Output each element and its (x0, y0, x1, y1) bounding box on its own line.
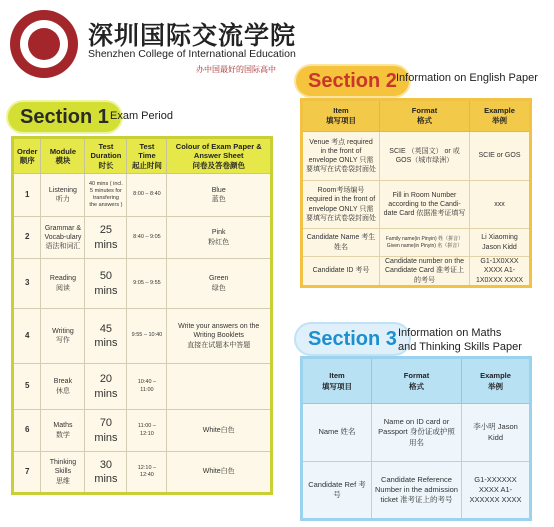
colour-cell: Write your answers on the Writing Booklets 直接在试题本中答题 (167, 309, 272, 364)
example-cell: xxx (470, 181, 531, 229)
duration-cell: 40 mins ( incl. 5 minutes for transfering the answers ) (85, 174, 127, 217)
header-module: Module 模块 (41, 138, 85, 174)
header-example: Example 举例 (462, 358, 531, 404)
item-cell: Venue 考点 required in the front of envelope ONLY 只需要填写在试卷袋封面处 (302, 132, 380, 181)
format-cell: Family name(in Pinyin) 姓（拼音） Given name(in Pinyin) 名（拼音） (380, 229, 470, 257)
table-header-row (302, 100, 531, 132)
header-example: Example 举例 (470, 100, 531, 132)
section1-desc: Exam Period (110, 110, 173, 122)
table-row (13, 364, 272, 410)
format-cell: Fill in Room Number according to the Candi-date Card 依据准考证填写 (380, 181, 470, 229)
item-cell: Room考场编号 required in the front of envelope ONLY 只需要填写在试卷袋封面处 (302, 181, 380, 229)
section3-tag: Section 3 (296, 324, 409, 354)
example-cell: SCIE or GOS (470, 132, 531, 181)
example-cell: G1-XXXXXX XXXX A1-XXXXXX XXXX (462, 462, 531, 520)
module-cell: Reading 阅读 (41, 259, 85, 309)
school-slogan: 办中国最好的国际高中 (196, 65, 276, 74)
exam-period-table (11, 136, 273, 495)
english-paper-table (300, 98, 532, 288)
table-row (302, 132, 531, 181)
duration-cell: 25 mins (85, 217, 127, 259)
section1-tag: Section 1 (8, 102, 121, 132)
logo-emblem (20, 20, 68, 68)
module-cell: Maths 数学 (41, 410, 85, 452)
header-format: Format 格式 (380, 100, 470, 132)
section2-desc: Information on English Paper (396, 72, 538, 84)
header-colour: Colour of Exam Paper & Answer Sheet 问卷及答卷颜色 (167, 138, 272, 174)
table-row (13, 217, 272, 259)
table-row (13, 309, 272, 364)
school-logo (10, 10, 78, 78)
time-cell: 9:05 – 9:55 (127, 259, 167, 309)
school-name-cn: 深圳国际交流学院 (88, 21, 297, 50)
header-time: Test Time 起止时间 (127, 138, 167, 174)
colour-cell (167, 364, 272, 410)
table-row (302, 229, 531, 257)
table-row (13, 174, 272, 217)
item-cell: Candidate Name 考生姓名 (302, 229, 380, 257)
section2-tag: Section 2 (296, 66, 409, 96)
example-cell: Li Xiaoming Jason Kidd (470, 229, 531, 257)
order-cell: 6 (13, 410, 41, 452)
globe-icon (28, 28, 60, 60)
module-cell: Listening 听力 (41, 174, 85, 217)
order-cell: 5 (13, 364, 41, 410)
header-item: Item 填写项目 (302, 358, 372, 404)
time-cell: 8:00 – 8:40 (127, 174, 167, 217)
colour-cell: Blue 蓝色 (167, 174, 272, 217)
duration-cell: 70 mins (85, 410, 127, 452)
table-row (302, 462, 531, 520)
time-cell: 12:10 – 12:40 (127, 452, 167, 494)
example-cell: G1-1X0XXX XXXX A1-1X0XXX XXXX (470, 257, 531, 287)
maths-thinking-table (300, 356, 532, 521)
table-row (13, 410, 272, 452)
module-cell: Break 休息 (41, 364, 85, 410)
table-row (13, 259, 272, 309)
item-cell: Name 姓名 (302, 404, 372, 462)
format-cell: Name on ID card or Passport 身份证或护照用名 (372, 404, 462, 462)
section3-desc (398, 326, 522, 354)
section3-desc-line1: Information on Maths (398, 327, 502, 339)
order-cell: 3 (13, 259, 41, 309)
module-cell: Writing 写作 (41, 309, 85, 364)
module-cell: Thinking Skills 思维 (41, 452, 85, 494)
module-cell: Grammar & Vocab-ulary 语法和词汇 (41, 217, 85, 259)
table-header-row (13, 138, 272, 174)
duration-cell: 45 mins (85, 309, 127, 364)
header-duration: Test Duration 时长 (85, 138, 127, 174)
duration-cell: 30 mins (85, 452, 127, 494)
order-cell: 1 (13, 174, 41, 217)
time-cell: 10:40 – 11:00 (127, 364, 167, 410)
table-header-row (302, 358, 531, 404)
format-cell: Candidate Reference Number in the admission ticket 准考证上的考号 (372, 462, 462, 520)
duration-cell: 50 mins (85, 259, 127, 309)
example-cell: 李小明 Jason Kidd (462, 404, 531, 462)
header-order: Order 顺序 (13, 138, 41, 174)
table-row (302, 181, 531, 229)
order-cell: 4 (13, 309, 41, 364)
order-cell: 2 (13, 217, 41, 259)
format-cell: SCIE （英国文） or 或 GOS（城市绿洲） (380, 132, 470, 181)
format-cell: Candidate number on the Candidate Card 准考证上的考号 (380, 257, 470, 287)
table-row (302, 404, 531, 462)
colour-cell: White白色 (167, 410, 272, 452)
item-cell: Candidate Ref 考号 (302, 462, 372, 520)
duration-cell: 20 mins (85, 364, 127, 410)
time-cell: 11:00 – 12:10 (127, 410, 167, 452)
colour-cell: Pink 粉红色 (167, 217, 272, 259)
header-item: Item 填写项目 (302, 100, 380, 132)
school-name-en: Shenzhen College of International Education (88, 48, 296, 60)
table-row (302, 257, 531, 287)
order-cell: 7 (13, 452, 41, 494)
table-row (13, 452, 272, 494)
section3-desc-line2: and Thinking Skills Paper (398, 341, 522, 353)
header-format: Format 格式 (372, 358, 462, 404)
colour-cell: Green 绿色 (167, 259, 272, 309)
time-cell: 9:55 – 10:40 (127, 309, 167, 364)
colour-cell: White白色 (167, 452, 272, 494)
item-cell: Candidate ID 考号 (302, 257, 380, 287)
time-cell: 8:40 – 9:05 (127, 217, 167, 259)
